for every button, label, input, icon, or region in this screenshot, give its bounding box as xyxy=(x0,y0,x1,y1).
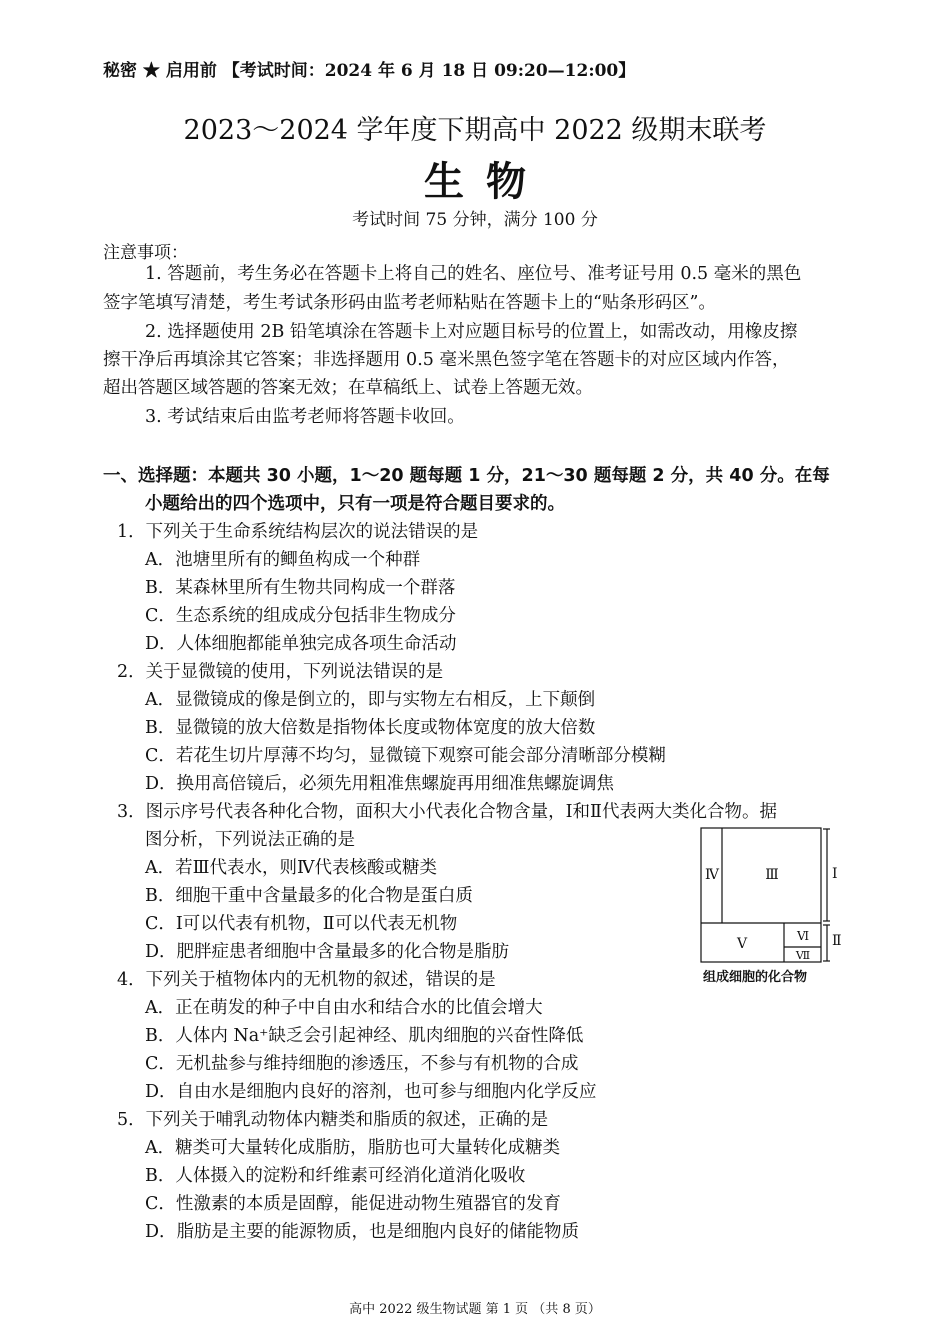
question-option: D．自由水是细胞内良好的溶剂，也可参与细胞内化学反应 xyxy=(145,1082,597,1102)
question-option: C．无机盐参与维持细胞的渗透压，不参与有机物的合成 xyxy=(145,1054,579,1074)
question-option: C．生态系统的组成成分包括非生物成分 xyxy=(145,606,456,626)
question-option: C．若花生切片厚薄不均匀，显微镜下观察可能会部分清晰部分模糊 xyxy=(145,746,666,766)
subject-title: 生物 xyxy=(424,158,548,205)
label-vi: Ⅵ xyxy=(796,929,810,943)
question-option: B．显微镜的放大倍数是指物体长度或物体宽度的放大倍数 xyxy=(145,718,596,738)
question-stem: 5．下列关于哺乳动物体内糖类和脂质的叙述，正确的是 xyxy=(117,1110,549,1130)
question-option: B．人体内 Na⁺缺乏会引起神经、肌肉细胞的兴奋性降低 xyxy=(145,1026,584,1046)
question-option: A．糖类可大量转化成脂肪，脂肪也可大量转化成糖类 xyxy=(145,1138,561,1158)
label-i: Ⅰ xyxy=(832,866,838,882)
question-option: A．池塘里所有的鲫鱼构成一个种群 xyxy=(145,550,421,570)
question-option: D．换用高倍镜后，必须先用粗准焦螺旋再用细准焦螺旋调焦 xyxy=(145,774,615,794)
question-option: B．人体摄入的淀粉和纤维素可经消化道消化吸收 xyxy=(145,1166,526,1186)
label-iv: Ⅳ xyxy=(705,867,719,883)
label-vii: Ⅶ xyxy=(795,949,811,962)
question-option: D．人体细胞都能单独完成各项生命活动 xyxy=(145,634,457,654)
question-option: D．脂肪是主要的能源物质，也是细胞内良好的储能物质 xyxy=(145,1222,580,1242)
section-heading-cont: 小题给出的四个选项中，只有一项是符合题目要求的。 xyxy=(145,494,565,514)
question-stem: 1．下列关于生命系统结构层次的说法错误的是 xyxy=(117,522,479,542)
label-v: Ⅴ xyxy=(736,936,748,952)
question-option: A．显微镜成的像是倒立的，即与实物左右相反，上下颠倒 xyxy=(145,690,596,710)
confidential-line: 秘密 ★ 启用前 【考试时间：2024 年 6 月 18 日 09:20—12:00】 xyxy=(103,61,636,81)
question-option: A．正在萌发的种子中自由水和结合水的比值会增大 xyxy=(145,998,543,1018)
question-option: B．某森林里所有生物共同构成一个群落 xyxy=(145,578,456,598)
question-stem: 3．图示序号代表各种化合物，面积大小代表化合物含量，Ⅰ和Ⅱ代表两大类化合物。据 xyxy=(117,802,777,822)
page-footer: 高中 2022 级生物试题 第 1 页 （共 8 页） xyxy=(349,1302,601,1317)
question-option: C．Ⅰ可以代表有机物，Ⅱ可以代表无机物 xyxy=(145,914,458,934)
question-option: A．若Ⅲ代表水，则Ⅳ代表核酸或糖类 xyxy=(145,858,437,878)
notice-line: 超出答题区域答题的答案无效；在草稿纸上、试卷上答题无效。 xyxy=(103,378,593,398)
notice-line: 擦干净后再填涂其它答案；非选择题用 0.5 毫米黑色签字笔在答题卡的对应区域内作答， xyxy=(103,350,790,370)
section-heading: 一、选择题：本题共 30 小题，1～20 题每题 1 分，21～30 题每题 2 分，共 40 分。在每 xyxy=(103,466,830,486)
notice-line: 2. 选择题使用 2B 铅笔填涂在答题卡上对应题目标号的位置上，如需改动，用橡皮擦 xyxy=(145,322,798,342)
question-stem: 2．关于显微镜的使用，下列说法错误的是 xyxy=(117,662,444,682)
label-ii: Ⅱ xyxy=(832,933,842,949)
question-option: B．细胞干重中含量最多的化合物是蛋白质 xyxy=(145,886,473,906)
exam-duration: 考试时间 75 分钟，满分 100 分 xyxy=(352,210,598,230)
question-stem-cont: 图分析，下列说法正确的是 xyxy=(145,830,355,850)
question-option: D．肥胖症患者细胞中含量最多的化合物是脂肪 xyxy=(145,942,510,962)
notice-line: 1. 答题前，考生务必在答题卡上将自己的姓名、座位号、准考证号用 0.5 毫米的黑色 xyxy=(145,264,802,284)
notice-line: 签字笔填写清楚，考生考试条形码由监考老师粘贴在答题卡上的“贴条形码区”。 xyxy=(103,293,716,313)
question-stem: 4．下列关于植物体内的无机物的叙述，错误的是 xyxy=(117,970,496,990)
figure-caption: 组成细胞的化合物 xyxy=(703,970,808,985)
notice-heading: 注意事项： xyxy=(103,243,188,263)
question-option: C．性激素的本质是固醇，能促进动物生殖器官的发育 xyxy=(145,1194,561,1214)
notice-line: 3. 考试结束后由监考老师将答题卡收回。 xyxy=(145,407,465,427)
label-iii: Ⅲ xyxy=(765,867,779,883)
compound-diagram xyxy=(700,827,830,965)
exam-title: 2023～2024 学年度下期高中 2022 级期末联考 xyxy=(183,115,767,146)
